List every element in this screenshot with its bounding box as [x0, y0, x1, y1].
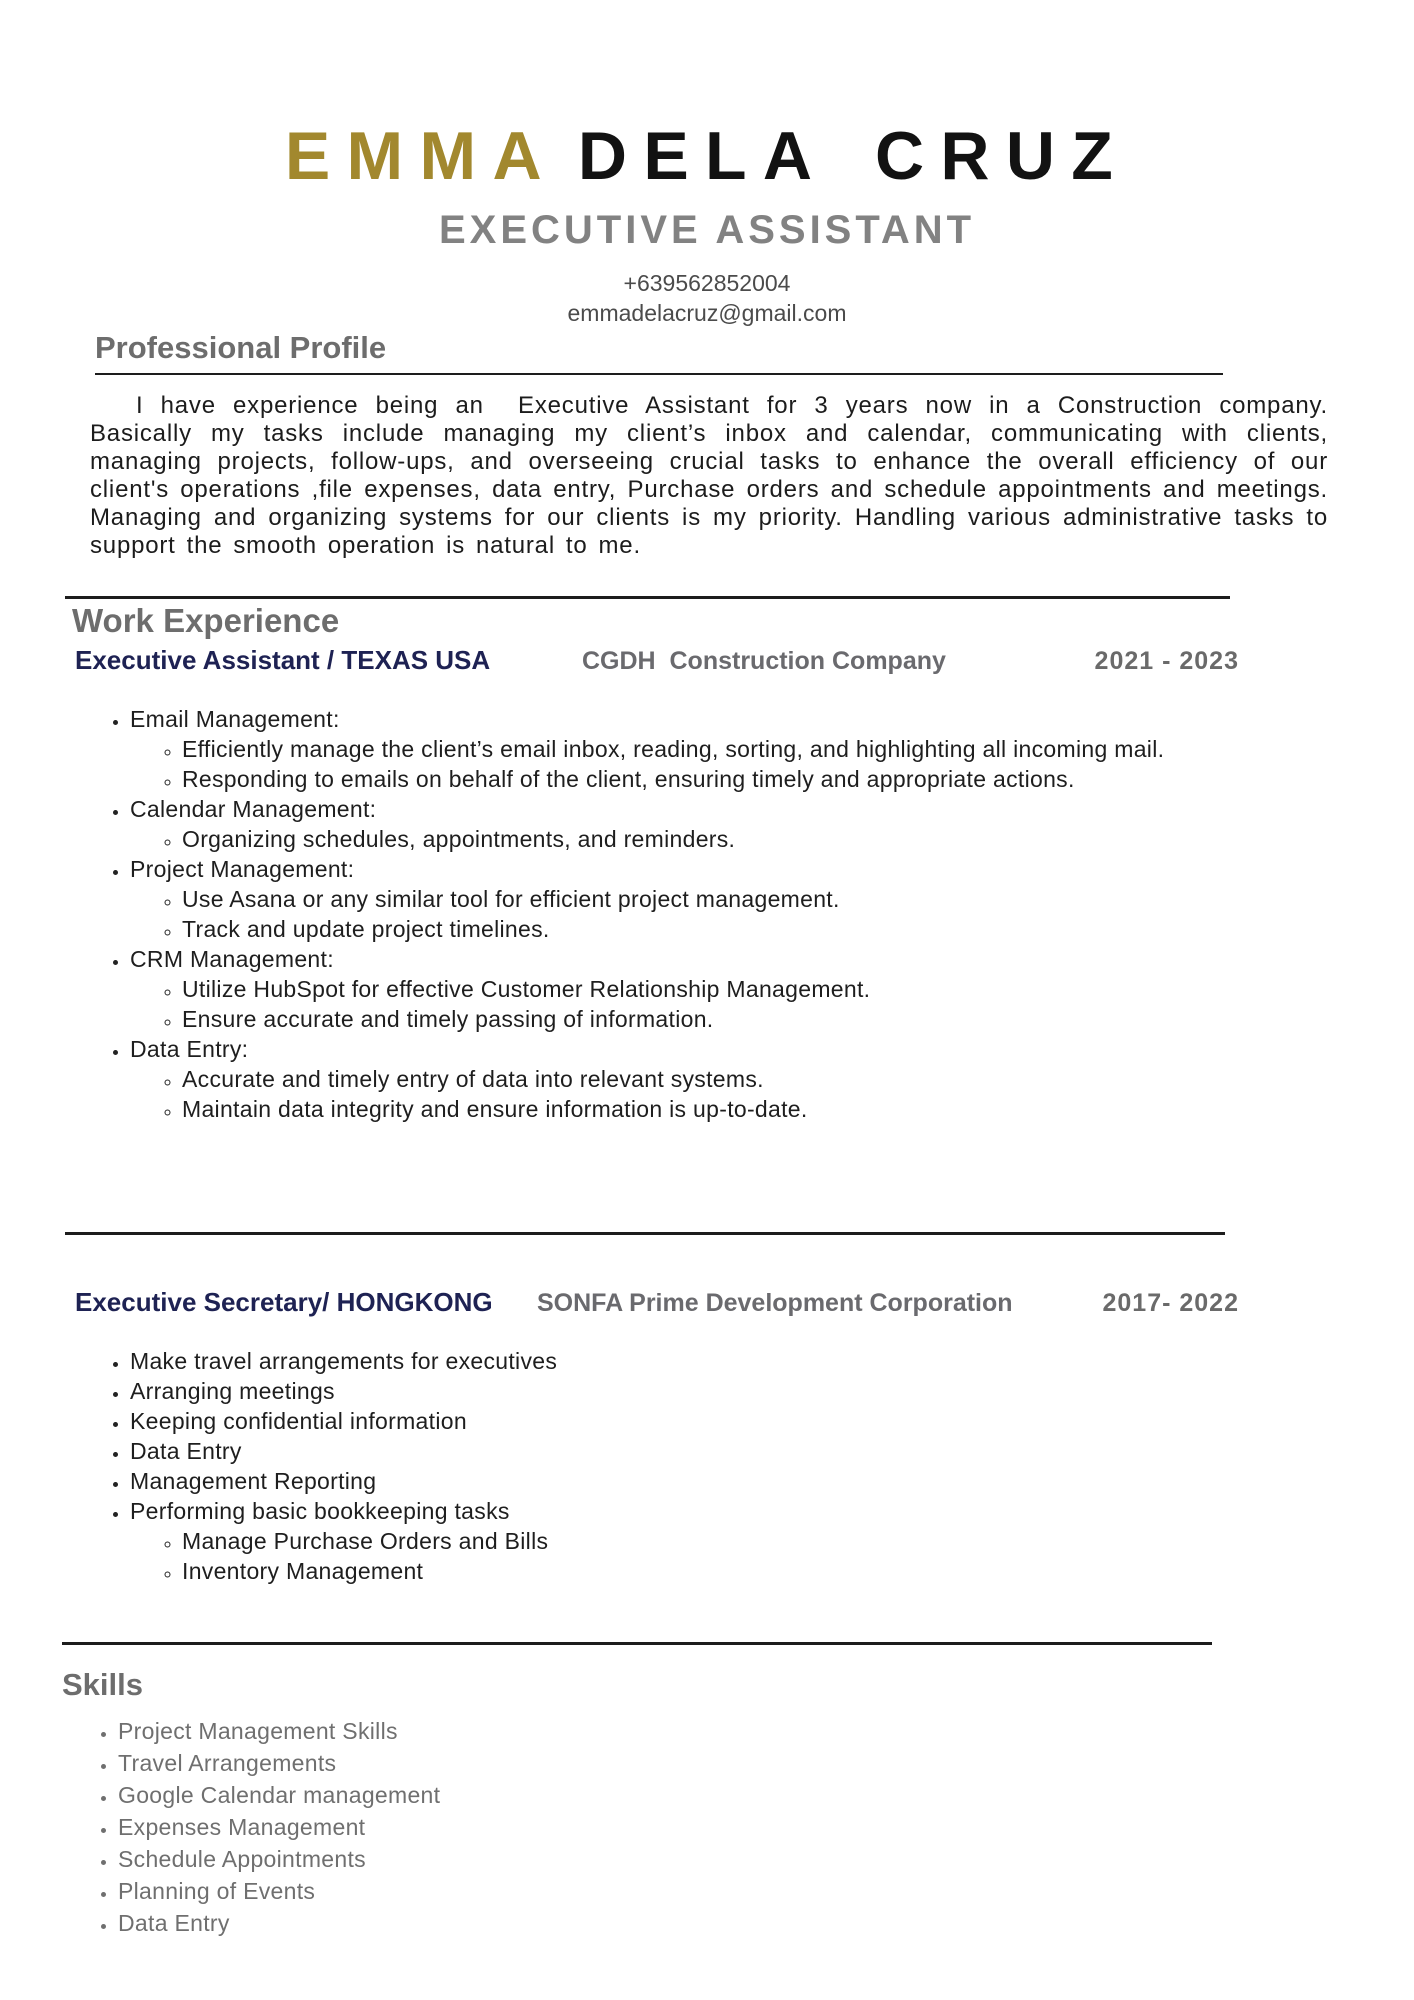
- bullet-text: Data Entry:: [130, 1036, 249, 1062]
- job-title-subtitle: EXECUTIVE ASSISTANT: [438, 208, 976, 252]
- bullet-item: [130, 1034, 1394, 1124]
- section-heading-work: Work Experience: [72, 602, 340, 639]
- bullet-text: Email Management:: [130, 706, 340, 732]
- section-heading-skills: Skills: [62, 1667, 143, 1702]
- bullet-item: [130, 1376, 1394, 1406]
- sub-bullet-item: ◦ Inventory Management: [182, 1556, 1394, 1586]
- bullet-item: [130, 1466, 1394, 1496]
- bullet-item: [130, 1346, 1394, 1376]
- skill-item: • Schedule Appointments: [118, 1843, 1394, 1875]
- section-heading-profile: Professional Profile: [95, 330, 387, 365]
- sub-bullet-list: [130, 884, 1394, 944]
- sub-bullet-item: ◦ Utilize HubSpot for effective Customer Relationship Management.: [182, 974, 1394, 1004]
- skill-item: • Travel Arrangements: [118, 1747, 1394, 1779]
- profile-paragraph: I have experience being an Executive Assistant for 3 years now in a Construction company. Basically my tasks include managing my client’s inbox and calendar, communicating with clients, managing projects, follow-ups, and overseeing crucial tasks to enhance the overall efficiency of our client's operations ,file expenses, data entry, Purchase orders and schedule appointments and meetings. Managing and organizing systems for our clients is my priority. Handling various administrative tasks to support the smooth operation is natural to me.: [90, 392, 1339, 559]
- job-header-1: [75, 645, 1339, 676]
- job-title: Executive Assistant / TEXAS USA: [75, 645, 491, 675]
- first-name: EMMA: [284, 118, 558, 194]
- sub-bullet-item: ◦ Accurate and timely entry of data into relevant systems.: [182, 1064, 1394, 1094]
- job-bullet-list-2: [0, 1346, 1394, 1602]
- bullet-item: [130, 944, 1394, 1034]
- bullet-text: Keeping confidential information: [130, 1408, 467, 1434]
- name-heading: [0, 116, 1414, 196]
- bullet-item: [130, 704, 1394, 794]
- sub-bullet-item: ◦ Ensure accurate and timely passing of information.: [182, 1004, 1394, 1034]
- job-company: SONFA Prime Development Corporation: [537, 1289, 1013, 1317]
- bullet-text: Make travel arrangements for executives: [130, 1348, 558, 1374]
- divider-jobs: [65, 1232, 1225, 1235]
- job-title: Executive Secretary/ HONGKONG: [75, 1287, 493, 1317]
- sub-bullet-item: ◦ Manage Purchase Orders and Bills: [182, 1526, 1394, 1556]
- bullet-item: [130, 794, 1394, 854]
- bullet-text: Calendar Management:: [130, 796, 377, 822]
- bullet-text: Arranging meetings: [130, 1378, 335, 1404]
- sub-bullet-item: ◦ Track and update project timelines.: [182, 914, 1394, 944]
- sub-bullet-item: ◦ Maintain data integrity and ensure information is up-to-date.: [182, 1094, 1394, 1124]
- sub-bullet-item: ◦ Responding to emails on behalf of the client, ensuring timely and appropriate actions.: [182, 764, 1394, 794]
- job-dates: 2021 - 2023: [1094, 647, 1239, 675]
- skill-item: • Project Management Skills: [118, 1715, 1394, 1747]
- bullet-text: Project Management:: [130, 856, 355, 882]
- bullet-item: [130, 1406, 1394, 1436]
- sub-bullet-list: [130, 974, 1394, 1034]
- header: [0, 0, 1414, 328]
- skills-list: [0, 1715, 1394, 1939]
- email-address: emmadelacruz@gmail.com: [567, 300, 847, 326]
- skill-item: • Data Entry: [118, 1907, 1394, 1939]
- divider-profile: [95, 373, 1223, 375]
- bullet-text: CRM Management:: [130, 946, 334, 972]
- job-dates: 2017- 2022: [1102, 1289, 1239, 1317]
- job-header-2: [75, 1287, 1339, 1318]
- contact-block: [0, 268, 1414, 328]
- phone-number: +639562852004: [623, 270, 791, 296]
- sub-bullet-list: [130, 1526, 1394, 1586]
- sub-bullet-item: ◦ Use Asana or any similar tool for efficient project management.: [182, 884, 1394, 914]
- bullet-text: Data Entry: [130, 1438, 242, 1464]
- job-bullet-list-1: [0, 704, 1394, 1124]
- sub-bullet-list: [130, 1064, 1394, 1124]
- skill-item: • Planning of Events: [118, 1875, 1394, 1907]
- last-name: DELA CRUZ: [577, 118, 1130, 194]
- skill-item: • Expenses Management: [118, 1811, 1394, 1843]
- bullet-item: [130, 854, 1394, 944]
- bullet-item: [130, 1436, 1394, 1466]
- sub-bullet-item: ◦ Efficiently manage the client’s email inbox, reading, sorting, and highlighting all incoming mail.: [182, 734, 1394, 764]
- skill-item: • Google Calendar management: [118, 1779, 1394, 1811]
- job-company: CGDH Construction Company: [582, 647, 946, 675]
- sub-bullet-item: ◦ Organizing schedules, appointments, and reminders.: [182, 824, 1394, 854]
- divider-skills: [62, 1642, 1212, 1645]
- sub-bullet-list: [130, 824, 1394, 854]
- bullet-text: Management Reporting: [130, 1468, 377, 1494]
- bullet-item: [130, 1496, 1394, 1586]
- bullet-text: Performing basic bookkeeping tasks: [130, 1498, 510, 1524]
- divider-work: [65, 596, 1230, 599]
- sub-bullet-list: [130, 734, 1394, 794]
